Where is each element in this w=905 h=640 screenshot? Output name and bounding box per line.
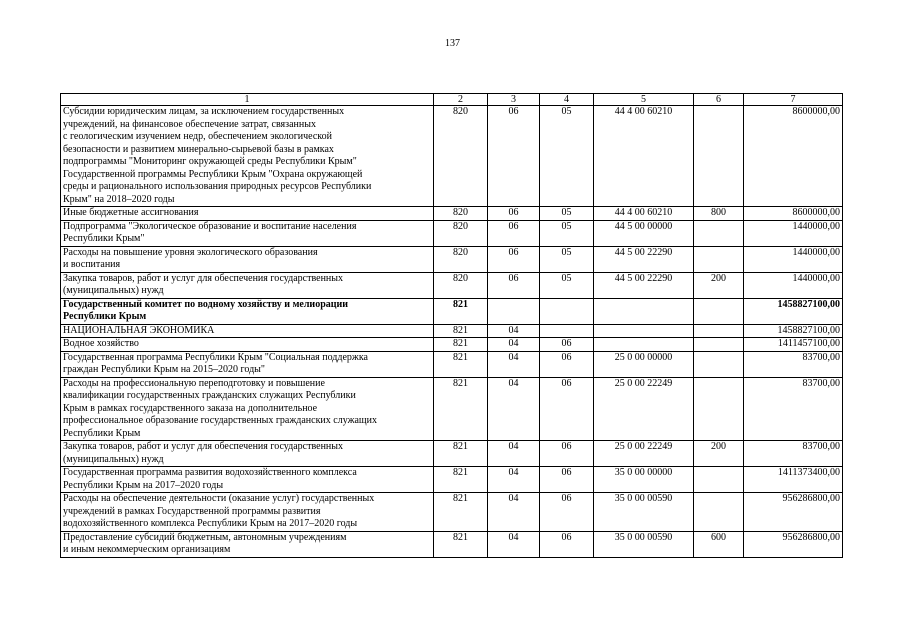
row-name-cell: Закупка товаров, работ и услуг для обеспечения государственных (муниципальных) нужд — [61, 441, 434, 467]
row-amount-cell: 83700,00 — [744, 351, 843, 377]
row-section-cell: 06 — [488, 246, 540, 272]
table-row — [61, 324, 843, 338]
row-amount-cell: 1411373400,00 — [744, 467, 843, 493]
row-subsection-cell: 05 — [540, 220, 594, 246]
row-name-cell: Государственная программа развития водохозяйственного комплекса Республики Крым на 2017–2020 годы — [61, 467, 434, 493]
table-row — [61, 272, 843, 298]
column-header-3: 3 — [488, 94, 540, 106]
table-row — [61, 351, 843, 377]
row-code-cell: 821 — [434, 441, 488, 467]
row-amount-cell: 8600000,00 — [744, 106, 843, 207]
row-section-cell: 04 — [488, 467, 540, 493]
row-section-cell: 04 — [488, 493, 540, 532]
row-amount-cell: 956286800,00 — [744, 531, 843, 557]
row-amount-cell: 83700,00 — [744, 377, 843, 441]
column-header-2: 2 — [434, 94, 488, 106]
row-amount-cell: 1458827100,00 — [744, 324, 843, 338]
row-code-cell: 821 — [434, 531, 488, 557]
row-name-cell: Государственный комитет по водному хозяйству и мелиорации Республики Крым — [61, 298, 434, 324]
row-expense-type-cell — [694, 351, 744, 377]
header-row — [61, 94, 843, 106]
row-name-cell: Закупка товаров, работ и услуг для обеспечения государственных (муниципальных) нужд — [61, 272, 434, 298]
row-name-cell: Государственная программа Республики Крым "Социальная поддержка граждан Республики Крым на 2015–2020 годы" — [61, 351, 434, 377]
column-header-7: 7 — [744, 94, 843, 106]
column-header-1: 1 — [61, 94, 434, 106]
row-name-cell: Расходы на повышение уровня экологического образования и воспитания — [61, 246, 434, 272]
row-expense-type-cell — [694, 220, 744, 246]
row-target-article-cell: 44 5 00 22290 — [594, 246, 694, 272]
row-expense-type-cell — [694, 324, 744, 338]
row-target-article-cell: 44 5 00 22290 — [594, 272, 694, 298]
row-section-cell: 06 — [488, 272, 540, 298]
row-name-cell: Субсидии юридическим лицам, за исключением государственных учреждений, на финансовое обеспечение затрат, связанных с геологическим изучением недр, обеспечением экологической безопасности и развитием минерально-сырьевой базы в рамках подпрограммы "Мониторинг окружающей среды Республики Крым" Государственной программы Республики Крым "Охрана окружающей среды и рационального использования природных ресурсов Республики Крым" на 2018–2020 годы — [61, 106, 434, 207]
row-subsection-cell: 06 — [540, 441, 594, 467]
row-section-cell: 06 — [488, 220, 540, 246]
row-code-cell: 820 — [434, 220, 488, 246]
row-amount-cell: 1440000,00 — [744, 246, 843, 272]
row-name-cell: Иные бюджетные ассигнования — [61, 207, 434, 221]
table-row — [61, 220, 843, 246]
row-amount-cell: 1458827100,00 — [744, 298, 843, 324]
row-subsection-cell: 05 — [540, 207, 594, 221]
row-code-cell: 820 — [434, 106, 488, 207]
row-section-cell: 04 — [488, 441, 540, 467]
row-name-cell: НАЦИОНАЛЬНАЯ ЭКОНОМИКА — [61, 324, 434, 338]
row-amount-cell: 1411457100,00 — [744, 338, 843, 352]
row-code-cell: 821 — [434, 467, 488, 493]
row-expense-type-cell: 200 — [694, 441, 744, 467]
row-code-cell: 821 — [434, 298, 488, 324]
row-code-cell: 820 — [434, 272, 488, 298]
row-target-article-cell: 25 0 00 22249 — [594, 377, 694, 441]
row-subsection-cell: 06 — [540, 377, 594, 441]
row-target-article-cell: 35 0 00 00000 — [594, 467, 694, 493]
column-header-4: 4 — [540, 94, 594, 106]
row-section-cell — [488, 298, 540, 324]
row-section-cell: 04 — [488, 351, 540, 377]
row-expense-type-cell — [694, 338, 744, 352]
row-expense-type-cell — [694, 377, 744, 441]
row-name-cell: Водное хозяйство — [61, 338, 434, 352]
row-expense-type-cell — [694, 493, 744, 532]
row-code-cell: 821 — [434, 351, 488, 377]
row-subsection-cell: 06 — [540, 531, 594, 557]
table-row — [61, 441, 843, 467]
row-section-cell: 04 — [488, 338, 540, 352]
row-amount-cell: 956286800,00 — [744, 493, 843, 532]
row-section-cell: 06 — [488, 106, 540, 207]
column-header-6: 6 — [694, 94, 744, 106]
table-row — [61, 338, 843, 352]
table-row — [61, 246, 843, 272]
row-target-article-cell — [594, 338, 694, 352]
row-code-cell: 821 — [434, 377, 488, 441]
row-name-cell: Расходы на профессиональную переподготовку и повышение квалификации государственных гражданских служащих Республики Крым в рамках государственного заказа на дополнительное профессиональное образование государственных гражданских служащих Республики Крым — [61, 377, 434, 441]
table-row — [61, 106, 843, 207]
row-code-cell: 821 — [434, 324, 488, 338]
row-expense-type-cell — [694, 298, 744, 324]
row-target-article-cell — [594, 298, 694, 324]
row-subsection-cell: 06 — [540, 338, 594, 352]
page-number: 137 — [445, 38, 460, 49]
row-section-cell: 06 — [488, 207, 540, 221]
row-section-cell: 04 — [488, 324, 540, 338]
row-target-article-cell: 44 4 00 60210 — [594, 207, 694, 221]
row-target-article-cell: 44 4 00 60210 — [594, 106, 694, 207]
table-row — [61, 298, 843, 324]
row-amount-cell: 8600000,00 — [744, 207, 843, 221]
row-expense-type-cell — [694, 106, 744, 207]
row-amount-cell: 83700,00 — [744, 441, 843, 467]
row-amount-cell: 1440000,00 — [744, 220, 843, 246]
row-target-article-cell — [594, 324, 694, 338]
row-name-cell: Подпрограмма "Экологическое образование и воспитание населения Республики Крым" — [61, 220, 434, 246]
row-subsection-cell: 06 — [540, 467, 594, 493]
row-target-article-cell: 35 0 00 00590 — [594, 493, 694, 532]
row-subsection-cell: 05 — [540, 246, 594, 272]
row-subsection-cell — [540, 324, 594, 338]
table-row — [61, 207, 843, 221]
row-name-cell: Предоставление субсидий бюджетным, автономным учреждениям и иным некоммерческим организациям — [61, 531, 434, 557]
row-target-article-cell: 25 0 00 22249 — [594, 441, 694, 467]
row-section-cell: 04 — [488, 377, 540, 441]
row-code-cell: 820 — [434, 207, 488, 221]
table-row — [61, 467, 843, 493]
row-name-cell: Расходы на обеспечение деятельности (оказание услуг) государственных учреждений в рамках Государственной программы развития водохозяйственного комплекса Республики Крым на 2017–2020 годы — [61, 493, 434, 532]
row-subsection-cell — [540, 298, 594, 324]
row-expense-type-cell: 600 — [694, 531, 744, 557]
row-target-article-cell: 25 0 00 00000 — [594, 351, 694, 377]
row-amount-cell: 1440000,00 — [744, 272, 843, 298]
row-expense-type-cell — [694, 467, 744, 493]
row-expense-type-cell — [694, 246, 744, 272]
table-row — [61, 377, 843, 441]
row-subsection-cell: 06 — [540, 493, 594, 532]
row-code-cell: 821 — [434, 338, 488, 352]
row-target-article-cell: 35 0 00 00590 — [594, 531, 694, 557]
row-section-cell: 04 — [488, 531, 540, 557]
row-target-article-cell: 44 5 00 00000 — [594, 220, 694, 246]
row-subsection-cell: 06 — [540, 351, 594, 377]
budget-table — [60, 93, 843, 558]
table-row — [61, 493, 843, 532]
row-code-cell: 821 — [434, 493, 488, 532]
row-expense-type-cell: 200 — [694, 272, 744, 298]
table-body — [61, 106, 843, 558]
row-expense-type-cell: 800 — [694, 207, 744, 221]
column-header-5: 5 — [594, 94, 694, 106]
row-subsection-cell: 05 — [540, 106, 594, 207]
table-row — [61, 531, 843, 557]
row-code-cell: 820 — [434, 246, 488, 272]
row-subsection-cell: 05 — [540, 272, 594, 298]
